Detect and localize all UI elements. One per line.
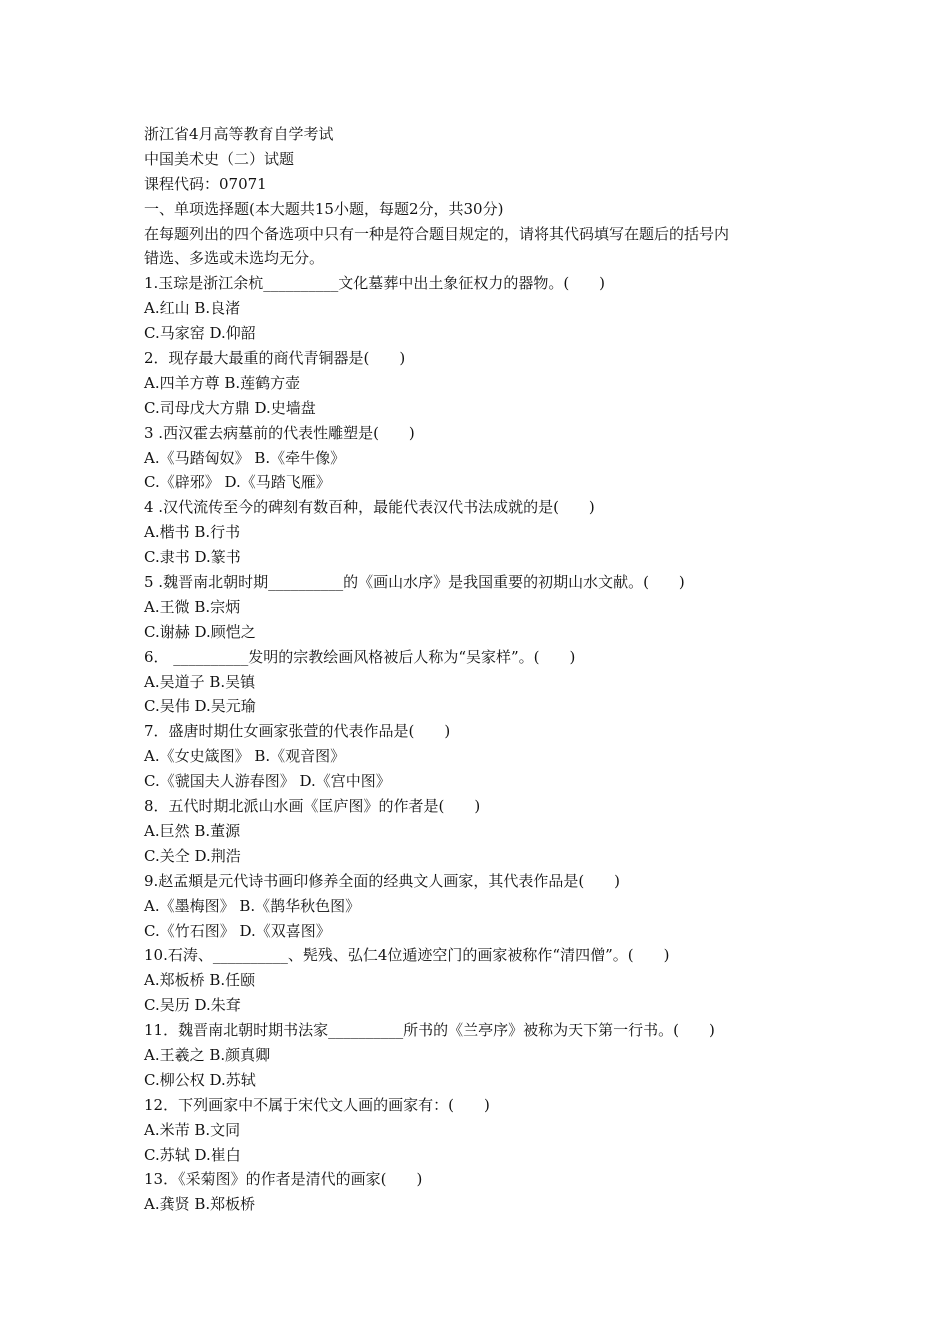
question-options: A.郑板桥 B.任颐	[144, 971, 256, 990]
question-options: A.巨然 B.董源	[144, 821, 241, 840]
question-stem: 6． __________发明的宗教绘画风格被后人称为“吴家样”。( )	[144, 647, 576, 666]
question-options: A.吴道子 B.吴镇	[144, 672, 256, 691]
question-stem: 8．五代时期北派山水画《匡庐图》的作者是( )	[144, 797, 481, 816]
question-options: C.隶书 D.篆书	[144, 548, 241, 567]
question-options: C.关仝 D.荆浩	[144, 846, 241, 865]
exam-title: 浙江省4月高等教育自学考试	[144, 125, 334, 143]
question-options: C.柳公权 D.苏轼	[144, 1070, 256, 1089]
course-code: 课程代码：07071	[144, 174, 267, 193]
question-options: A.米芾 B.文同	[144, 1120, 241, 1139]
question-options: C.苏轼 D.崔白	[144, 1145, 241, 1164]
question-options: A.《女史箴图》 B.《观音图》	[144, 747, 346, 766]
question-options: C.吴历 D.朱耷	[144, 996, 241, 1015]
question-options: A.《马踏匈奴》 B.《牵牛像》	[144, 448, 346, 467]
question-stem: 2．现存最大最重的商代青铜器是( )	[144, 349, 406, 368]
question-options: C.吴伟 D.吴元瑜	[144, 697, 256, 716]
exam-page	[144, 122, 844, 1217]
question-options: C.《虢国夫人游春图》 D.《宫中图》	[144, 772, 391, 791]
question-stem: 7．盛唐时期仕女画家张萱的代表作品是( )	[144, 722, 451, 741]
question-options: A.《墨梅图》 B.《鹊华秋色图》	[144, 896, 361, 915]
question-stem: 9.赵孟頫是元代诗书画印修养全面的经典文人画家，其代表作品是( )	[144, 871, 621, 890]
question-stem: 13．《采菊图》的作者是清代的画家( )	[144, 1170, 423, 1189]
question-stem: 11．魏晋南北朝时期书法家__________所书的《兰亭序》被称为天下第一行书。( )	[144, 1021, 715, 1040]
section-heading: 一、单项选择题(本大题共15小题，每题2分，共30分)	[144, 199, 504, 218]
question-options: C.马家窑 D.仰韶	[144, 324, 256, 343]
question-options: C.《辟邪》 D.《马踏飞雁》	[144, 473, 331, 492]
question-options: C.司母戊大方鼎 D.史墙盘	[144, 398, 316, 417]
question-options: A.四羊方尊 B.莲鹤方壶	[144, 373, 301, 392]
question-stem: 12．下列画家中不属于宋代文人画的画家有：( )	[144, 1095, 490, 1114]
question-options: A.王微 B.宗炳	[144, 597, 241, 616]
question-stem: 4 .汉代流传至今的碑刻有数百种，最能代表汉代书法成就的是( )	[144, 498, 595, 517]
question-options: A.红山 B.良渚	[144, 299, 241, 318]
question-options: A.龚贤 B.郑板桥	[144, 1195, 256, 1214]
question-options: A.王羲之 B.颜真卿	[144, 1045, 271, 1064]
question-options: C.谢赫 D.顾恺之	[144, 622, 256, 641]
question-stem: 10.石涛、__________、髡残、弘仁4位遁迹空门的画家被称作“清四僧”。( )	[144, 946, 670, 965]
question-stem: 5 .魏晋南北朝时期__________的《画山水序》是我国重要的初期山水文献。( )	[144, 573, 685, 592]
question-options: A.楷书 B.行书	[144, 523, 241, 542]
question-stem: 3 .西汉霍去病墓前的代表性雕塑是( )	[144, 423, 415, 442]
question-stem: 1.玉琮是浙江余杭__________文化墓葬中出土象征权力的器物。( )	[144, 274, 606, 293]
question-options: C.《竹石图》 D.《双喜图》	[144, 921, 331, 940]
section-instruction: 在每题列出的四个备选项中只有一种是符合题目规定的，请将其代码填写在题后的括号内	[144, 224, 730, 243]
exam-subject: 中国美术史（二）试题	[144, 149, 295, 168]
section-instruction: 错选、多选或未选均无分。	[144, 249, 325, 268]
